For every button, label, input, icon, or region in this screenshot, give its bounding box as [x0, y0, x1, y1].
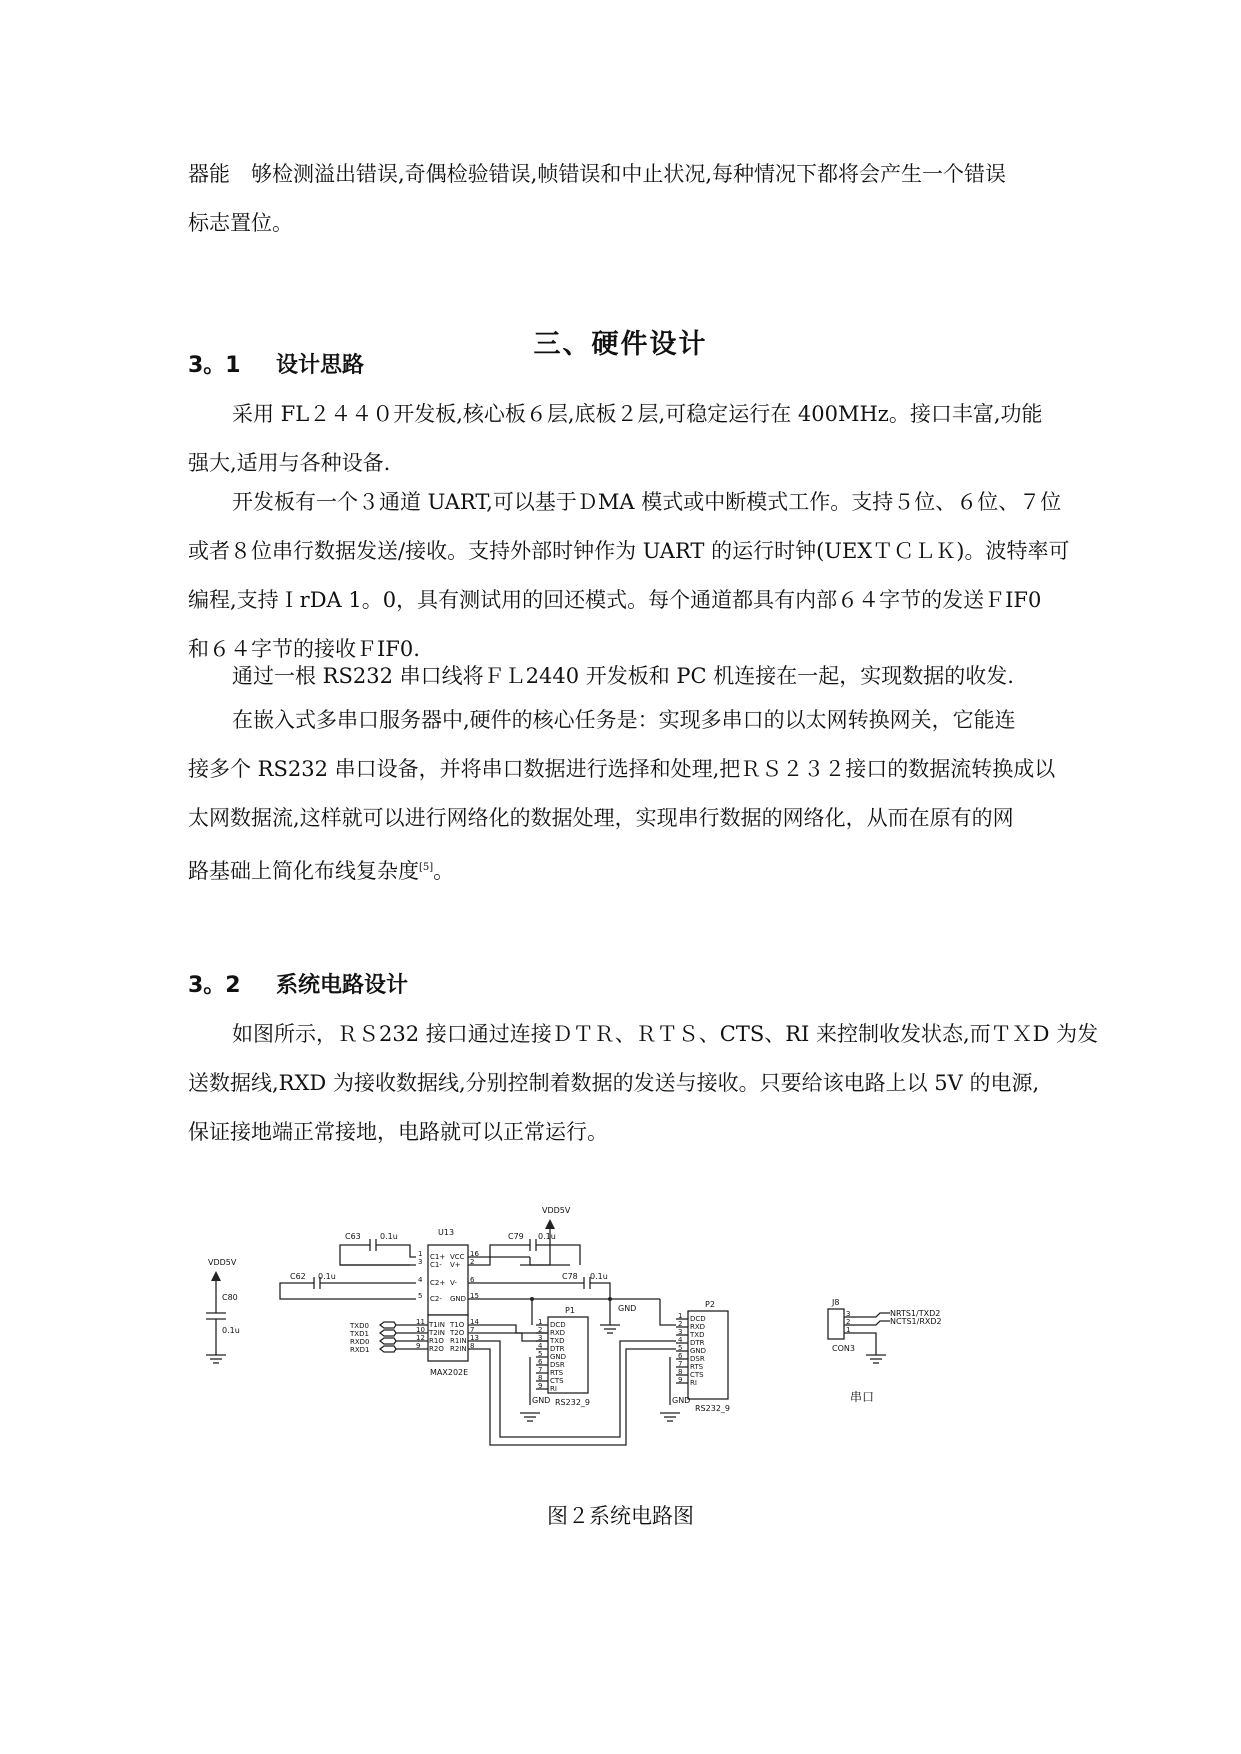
pin-number: 2: [678, 1320, 683, 1328]
pin-number: 2: [470, 1258, 475, 1266]
pin-number: 4: [678, 1336, 683, 1344]
wire: [468, 1333, 548, 1341]
label-j8: J8: [832, 1298, 840, 1307]
pin-number: 9: [538, 1382, 543, 1390]
pin-number: 8: [538, 1374, 543, 1382]
pin-name: RTS: [690, 1363, 704, 1371]
pin-name: RXD: [550, 1329, 566, 1337]
label-c62-value: 0.1u: [318, 1272, 336, 1281]
pin-name: C2-: [430, 1295, 442, 1303]
pin-number: 5: [538, 1350, 543, 1358]
pin-number: 3: [418, 1258, 423, 1266]
p1-pin-labels: [536, 1318, 566, 1393]
pin-number: 7: [678, 1360, 683, 1368]
pin-name: DCD: [690, 1315, 706, 1323]
pin-number: 4: [418, 1276, 423, 1284]
text-line: 接多个 RS232 串口设备，并将串口数据进行选择和处理,把ＲＳ２３２接口的数据流转换成以: [188, 757, 1056, 781]
section1-paragraph-2: [188, 478, 1070, 674]
label-c79: C79: [508, 1232, 524, 1241]
pin-name: R1IN: [450, 1337, 467, 1345]
label-gnd: GND: [532, 1396, 551, 1405]
pin-name: RXD: [690, 1323, 706, 1331]
wire: [660, 1299, 676, 1325]
pin-number: 2: [538, 1326, 543, 1334]
pin-name: TXD: [690, 1331, 705, 1339]
pin-number: 3: [538, 1334, 543, 1342]
label-c79-value: 0.1u: [538, 1232, 556, 1241]
net-labels: [349, 1322, 396, 1354]
vdd-arrow-icon: [545, 1219, 555, 1229]
text-line: 太网数据流,这样就可以进行网络化的数据处理，实现串行数据的网络化，从而在原有的网: [188, 806, 1014, 830]
wire: [468, 1325, 548, 1333]
pin-name: R2IN: [450, 1345, 467, 1353]
pin-number: 3: [846, 1310, 851, 1318]
pin-name: C2+: [430, 1279, 446, 1287]
p2-pin-labels: [676, 1312, 706, 1387]
pin-name: DTR: [550, 1345, 565, 1353]
pin-name: R2O: [429, 1345, 444, 1353]
pin-number: 14: [470, 1318, 479, 1326]
label-gnd: GND: [618, 1304, 637, 1313]
section-heading-3-2: [188, 968, 408, 999]
pin-number: 1: [846, 1326, 851, 1334]
label-p1-type: RS232_9: [555, 1398, 590, 1407]
ground-icon: [660, 1413, 680, 1421]
figure-caption: 图２系统电路图: [547, 1504, 694, 1528]
section1-paragraph-3: [188, 652, 1056, 701]
text-line: 保证接地端正常接地，电路就可以正常运行。: [188, 1120, 608, 1144]
net-port-icon: [380, 1346, 396, 1352]
ground-icon: [206, 1355, 226, 1363]
label-u13: U13: [438, 1228, 455, 1237]
pin-name: T1O: [450, 1321, 465, 1329]
text-fragment: 路基础上简化布线复杂度: [188, 859, 419, 883]
pin-name: DSR: [690, 1355, 705, 1363]
intro-line-2: 标志置位。: [188, 211, 293, 235]
pin-number: 1: [538, 1318, 543, 1326]
net-label-rxd0: RXD0: [350, 1338, 370, 1346]
chapter-title: 三、硬件设计: [533, 329, 708, 360]
label-serial-port: 串口: [850, 1390, 875, 1404]
intro-line-1: 器能 够检测溢出错误,奇偶检验错误,帧错误和中止状况,每种情况下都将会产生一个错误: [188, 162, 1007, 186]
label-p2: P2: [705, 1300, 715, 1309]
net-label-rxd1: RXD1: [350, 1346, 370, 1354]
pin-number: 9: [678, 1376, 683, 1384]
net-label-txd1: TXD1: [350, 1330, 369, 1338]
pin-name: GND: [450, 1295, 467, 1303]
pin-name: C1-: [430, 1261, 442, 1269]
label-vdd5v-left: VDD5V: [208, 1258, 237, 1267]
net-port-icon: [380, 1338, 396, 1344]
citation-ref: [5]: [419, 862, 434, 873]
wire: [855, 1321, 890, 1325]
pin-number: 1: [678, 1312, 683, 1320]
ground-icon: [520, 1413, 540, 1421]
section1-paragraph-4: [188, 696, 1056, 896]
label-p1: P1: [565, 1306, 575, 1315]
pin-number: 6: [538, 1358, 543, 1366]
net-port-icon: [380, 1330, 396, 1336]
pin-name: RTS: [550, 1369, 564, 1377]
pin-number: 13: [470, 1334, 479, 1342]
pin-name: T1IN: [429, 1321, 446, 1329]
pin-number: 11: [416, 1318, 425, 1326]
section-number: 3。1: [188, 353, 241, 378]
j8-connector: [828, 1309, 844, 1339]
pin-name: V+: [450, 1261, 461, 1269]
pin-number: 6: [678, 1352, 683, 1360]
wire: [340, 1245, 410, 1265]
section1-paragraph-1: [188, 390, 1056, 488]
pin-number: 7: [470, 1326, 475, 1334]
pin-name: CTS: [690, 1371, 704, 1379]
text-line: 在嵌入式多串口服务器中,硬件的核心任务是：实现多串口的以太网转换网关，它能连: [232, 708, 1016, 732]
label-nrts1-txd2: NRTS1/TXD2: [890, 1309, 941, 1318]
text-line: [188, 843, 1056, 896]
text-line: 强大,适用与各种设备.: [188, 451, 391, 475]
pin-name: T2O: [450, 1329, 465, 1337]
pin-name: V-: [450, 1279, 457, 1287]
text-line: 和６４字节的接收ＦIF0.: [188, 637, 420, 661]
pin-name: DCD: [550, 1321, 566, 1329]
wire: [530, 1257, 550, 1265]
pin-name: CTS: [550, 1377, 564, 1385]
label-gnd: GND: [672, 1396, 691, 1405]
label-c62: C62: [290, 1272, 306, 1281]
net-label-txd0: TXD0: [350, 1322, 369, 1330]
wire: [855, 1333, 876, 1355]
pin-number: 8: [470, 1342, 475, 1350]
pin-number: 15: [470, 1292, 479, 1300]
pin-number: 7: [538, 1366, 543, 1374]
label-p2-type: RS232_9: [695, 1404, 730, 1413]
pin-number: 4: [538, 1342, 543, 1350]
pin-name: GND: [550, 1353, 567, 1361]
ground-icon: [866, 1355, 886, 1363]
section-title: 设计思路: [276, 353, 365, 378]
wire: [590, 1283, 610, 1299]
pin-number: 5: [418, 1292, 423, 1300]
pin-name: RI: [550, 1385, 557, 1393]
label-c63: C63: [345, 1232, 361, 1241]
label-c78-value: 0.1u: [590, 1272, 608, 1281]
label-c80-value: 0.1u: [222, 1326, 240, 1335]
label-vdd5v-top: VDD5V: [542, 1206, 571, 1215]
pin-name: C1+: [430, 1253, 446, 1261]
pin-number: 6: [470, 1276, 475, 1284]
pin-name: R1O: [429, 1337, 444, 1345]
pin-number: 3: [678, 1328, 683, 1336]
pin-number: 5: [678, 1344, 683, 1352]
label-c78: C78: [562, 1272, 578, 1281]
text-line: 开发板有一个３通道 UART,可以基于ＤMA 模式或中断模式工作。支持５位、６位、７位: [232, 490, 1062, 514]
text-line: 通过一根 RS232 串口线将ＦＬ2440 开发板和 PC 机连接在一起，实现数据的收发.: [232, 664, 1014, 688]
text-line: 或者８位串行数据发送/接收。支持外部时钟作为 UART 的运行时钟(UEXＴＣＬＫ)。波特率可: [188, 539, 1070, 563]
section-title: 系统电路设计: [276, 973, 409, 998]
label-c80: C80: [222, 1293, 238, 1302]
pin-number: 8: [678, 1368, 683, 1376]
wire: [536, 1245, 580, 1265]
intro-paragraph: [188, 150, 1056, 248]
pin-number: 2: [846, 1318, 851, 1326]
net-port-icon: [380, 1322, 396, 1328]
pin-name: DSR: [550, 1361, 565, 1369]
label-con3: CON3: [832, 1344, 855, 1353]
pin-number: 12: [416, 1334, 425, 1342]
section-heading-3-1: [188, 348, 364, 379]
pin-name: RI: [690, 1379, 697, 1387]
pin-number: 10: [416, 1326, 425, 1334]
pin-name: DTR: [690, 1339, 705, 1347]
label-c63-value: 0.1u: [380, 1232, 398, 1241]
label-ncts1-rxd2: NCTS1/RXD2: [890, 1317, 942, 1326]
system-circuit-diagram: [200, 1205, 1060, 1475]
wire: [376, 1245, 416, 1257]
pin-name: T2IN: [429, 1329, 446, 1337]
ground-icon: [600, 1325, 620, 1333]
label-max202e: MAX202E: [430, 1368, 469, 1377]
wire: [280, 1283, 416, 1299]
text-line: 编程,支持ＩrDA 1。0，具有测试用的回还模式。每个通道都具有内部６４字节的发送ＦIF0: [188, 588, 1042, 612]
wire: [855, 1313, 890, 1317]
text-fragment: 。: [433, 859, 455, 883]
text-line: 采用 FL２４４０开发板,核心板６层,底板２层,可稳定运行在 400MHz。接口丰富,功能: [232, 402, 1043, 426]
pin-number: 1: [418, 1250, 423, 1258]
j8-pin-labels: [844, 1310, 855, 1334]
section-number: 3。2: [188, 973, 241, 998]
text-line: 如图所示，ＲＳ232 接口通过连接ＤＴＲ、ＲＴＳ、CTS、RI 来控制收发状态,而ＴＸD 为发: [232, 1022, 1099, 1046]
section2-paragraph-1: [188, 1010, 1099, 1157]
text-line: 送数据线,RXD 为接收数据线,分别控制着数据的发送与接收。只要给该电路上以 5V 的电源,: [188, 1071, 1040, 1095]
pin-number: 9: [416, 1342, 421, 1350]
vdd-arrow-icon: [211, 1271, 221, 1281]
pin-number: 16: [470, 1250, 479, 1258]
pin-name: VCC: [450, 1253, 465, 1261]
pin-name: GND: [690, 1347, 707, 1355]
pin-name: TXD: [550, 1337, 565, 1345]
